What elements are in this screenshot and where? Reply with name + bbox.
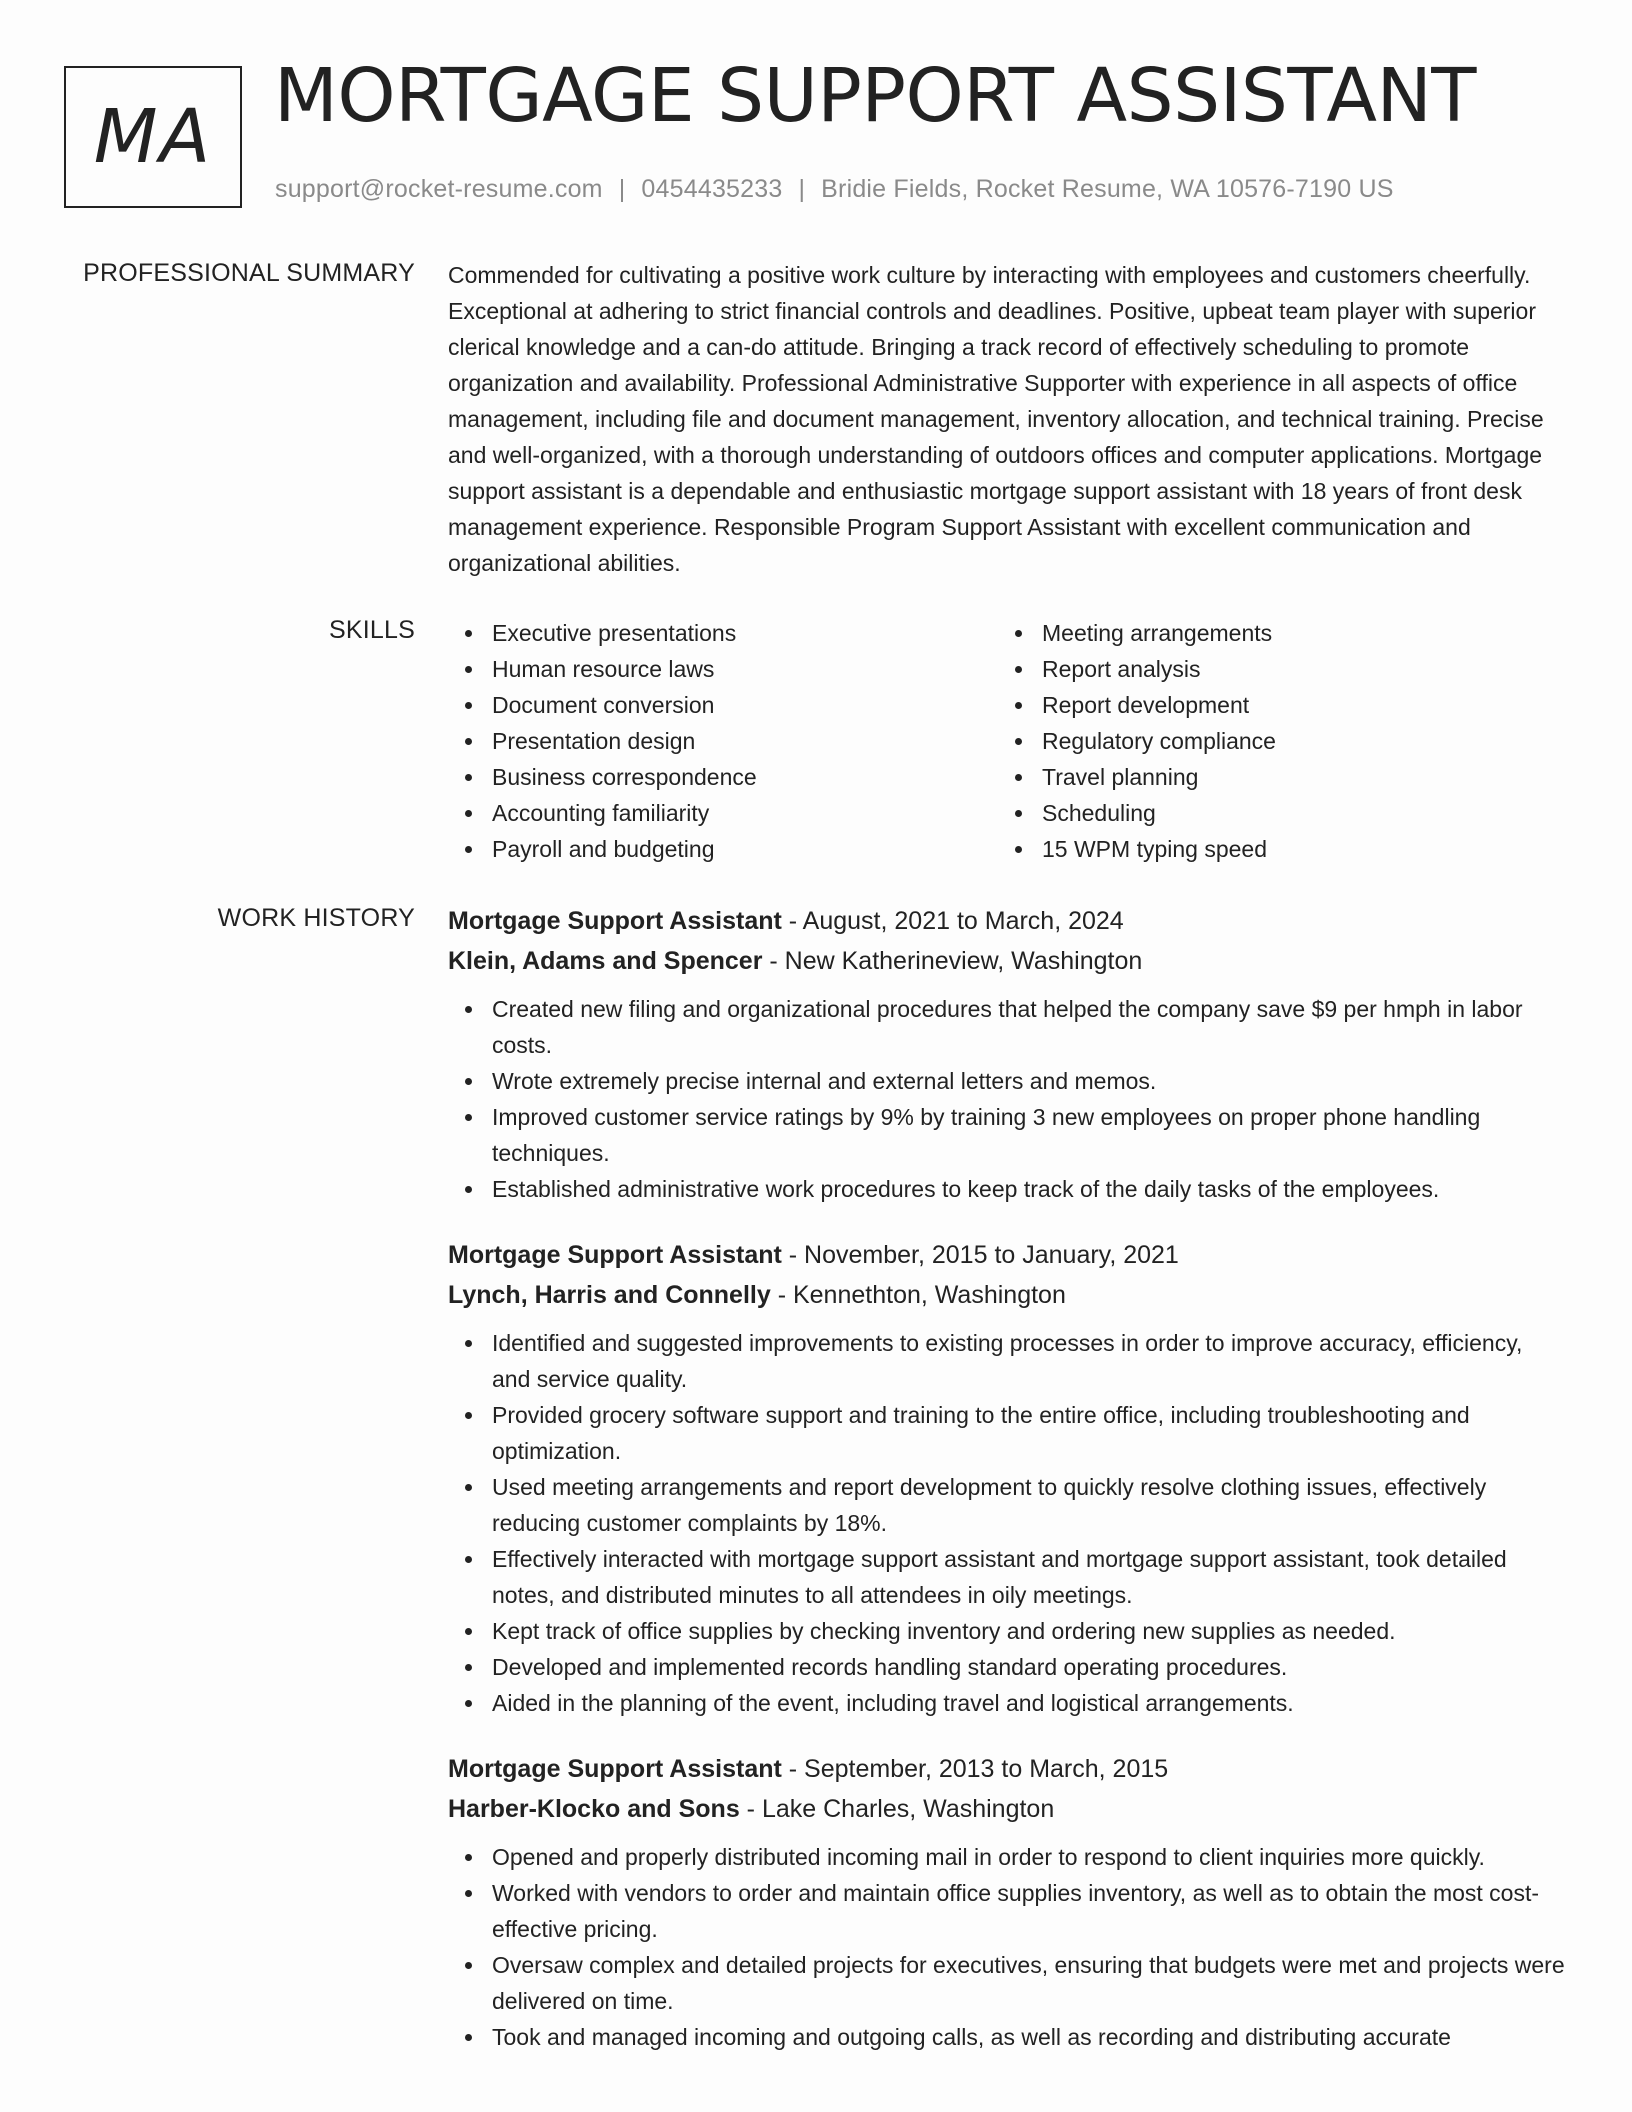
job-bullet: Identified and suggested improvements to existing processes in order to improve accuracy, efficiency, and service quality.: [448, 1325, 1566, 1397]
job-bullet: Worked with vendors to order and maintain office supplies inventory, as well as to obtain the most cost-effective pricing.: [448, 1875, 1566, 1947]
contact-address: Bridie Fields, Rocket Resume, WA 10576-7190 US: [821, 175, 1394, 203]
job-entry: [448, 1235, 1566, 1721]
job-title: Mortgage Support Assistant: [448, 1241, 782, 1269]
skills-heading: SKILLS: [329, 616, 415, 644]
contact-separator: |: [798, 175, 806, 203]
job-entry: [448, 901, 1566, 1207]
skill-item: Meeting arrangements: [998, 615, 1548, 651]
skill-item: 15 WPM typing speed: [998, 831, 1548, 867]
job-company: Klein, Adams and Spencer: [448, 947, 763, 975]
job-company-line: [448, 1275, 1566, 1315]
job-bullet: Provided grocery software support and training to the entire office, including troubleshooting and optimization.: [448, 1397, 1566, 1469]
resume-title: MORTGAGE SUPPORT ASSISTANT: [274, 53, 1477, 139]
skill-item: Accounting familiarity: [448, 795, 998, 831]
work-history-heading: WORK HISTORY: [217, 904, 415, 932]
skill-item: Payroll and budgeting: [448, 831, 998, 867]
job-company-line: [448, 1789, 1566, 1829]
job-title-line: [448, 901, 1566, 941]
job-company: Lynch, Harris and Connelly: [448, 1281, 771, 1309]
job-entry: [448, 1749, 1566, 2055]
job-dates: - August, 2021 to March, 2024: [781, 907, 1124, 935]
job-bullet: Created new filing and organizational procedures that helped the company save $9 per hmph in labor costs.: [448, 991, 1566, 1063]
job-bullet: Improved customer service ratings by 9% by training 3 new employees on proper phone handling techniques.: [448, 1099, 1566, 1171]
job-dates: - November, 2015 to January, 2021: [781, 1241, 1179, 1269]
job-bullet: Established administrative work procedures to keep track of the daily tasks of the employees.: [448, 1171, 1566, 1207]
job-location: - New Katherineview, Washington: [762, 947, 1143, 975]
skill-item: Scheduling: [998, 795, 1548, 831]
job-location: - Lake Charles, Washington: [739, 1795, 1055, 1823]
skill-item: Business correspondence: [448, 759, 998, 795]
skills-list-left: [448, 615, 998, 867]
job-location: - Kennethton, Washington: [770, 1281, 1066, 1309]
job-bullet-list: [448, 1325, 1566, 1721]
job-bullet: Kept track of office supplies by checking inventory and ordering new supplies as needed.: [448, 1613, 1566, 1649]
skills-list-right: [998, 615, 1548, 867]
skill-item: Executive presentations: [448, 615, 998, 651]
job-company-line: [448, 941, 1566, 981]
job-bullet: Opened and properly distributed incoming mail in order to respond to client inquiries more quickly.: [448, 1839, 1566, 1875]
job-bullet: Oversaw complex and detailed projects for executives, ensuring that budgets were met and projects were delivered on time.: [448, 1947, 1566, 2019]
contact-separator: |: [618, 175, 626, 203]
job-dates: - September, 2013 to March, 2015: [781, 1755, 1169, 1783]
skill-item: Regulatory compliance: [998, 723, 1548, 759]
monogram-badge: [64, 66, 242, 208]
job-bullet: Took and managed incoming and outgoing calls, as well as recording and distributing accurate: [448, 2019, 1566, 2055]
job-title-line: [448, 1749, 1566, 1789]
summary-heading: PROFESSIONAL SUMMARY: [83, 259, 415, 287]
summary-text: Commended for cultivating a positive work culture by interacting with employees and customers cheerfully. Exceptional at adhering to strict financial controls and deadlines. Positive, upbeat team player with superior clerical knowledge and a can-do attitude. Bringing a track record of effectively scheduling to promote organization and availability. Professional Administrative Supporter with experience in all aspects of office management, including file and document management, inventory allocation, and technical training. Precise and well-organized, with a thorough understanding of outdoors offices and computer applications. Mortgage support assistant is a dependable and enthusiastic mortgage support assistant with 18 years of front desk management experience. Responsible Program Support Assistant with excellent communication and organizational abilities.: [448, 262, 1544, 576]
skill-item: Presentation design: [448, 723, 998, 759]
job-bullet-list: [448, 991, 1566, 1207]
skill-item: Document conversion: [448, 687, 998, 723]
skill-item: Human resource laws: [448, 651, 998, 687]
monogram-initials: MA: [93, 94, 213, 180]
work-history-section: [448, 901, 1566, 2083]
job-bullet: Aided in the planning of the event, including travel and logistical arrangements.: [448, 1685, 1566, 1721]
job-company: Harber-Klocko and Sons: [448, 1795, 740, 1823]
job-bullet: Wrote extremely precise internal and external letters and memos.: [448, 1063, 1566, 1099]
contact-email: support@rocket-resume.com: [275, 175, 603, 203]
skills-section: [448, 615, 1566, 867]
job-bullet: Developed and implemented records handling standard operating procedures.: [448, 1649, 1566, 1685]
contact-line: [275, 175, 1394, 204]
job-bullet: Used meeting arrangements and report development to quickly resolve clothing issues, effectively reducing customer complaints by 18%.: [448, 1469, 1566, 1541]
skill-item: Report development: [998, 687, 1548, 723]
skill-item: Report analysis: [998, 651, 1548, 687]
job-bullet-list: [448, 1839, 1566, 2055]
job-title: Mortgage Support Assistant: [448, 1755, 782, 1783]
contact-phone: 0454435233: [641, 175, 783, 203]
job-bullet: Effectively interacted with mortgage support assistant and mortgage support assistant, took detailed notes, and distributed minutes to all attendees in oily meetings.: [448, 1541, 1566, 1613]
job-title-line: [448, 1235, 1566, 1275]
job-title: Mortgage Support Assistant: [448, 907, 782, 935]
skill-item: Travel planning: [998, 759, 1548, 795]
summary-section: [448, 257, 1566, 581]
